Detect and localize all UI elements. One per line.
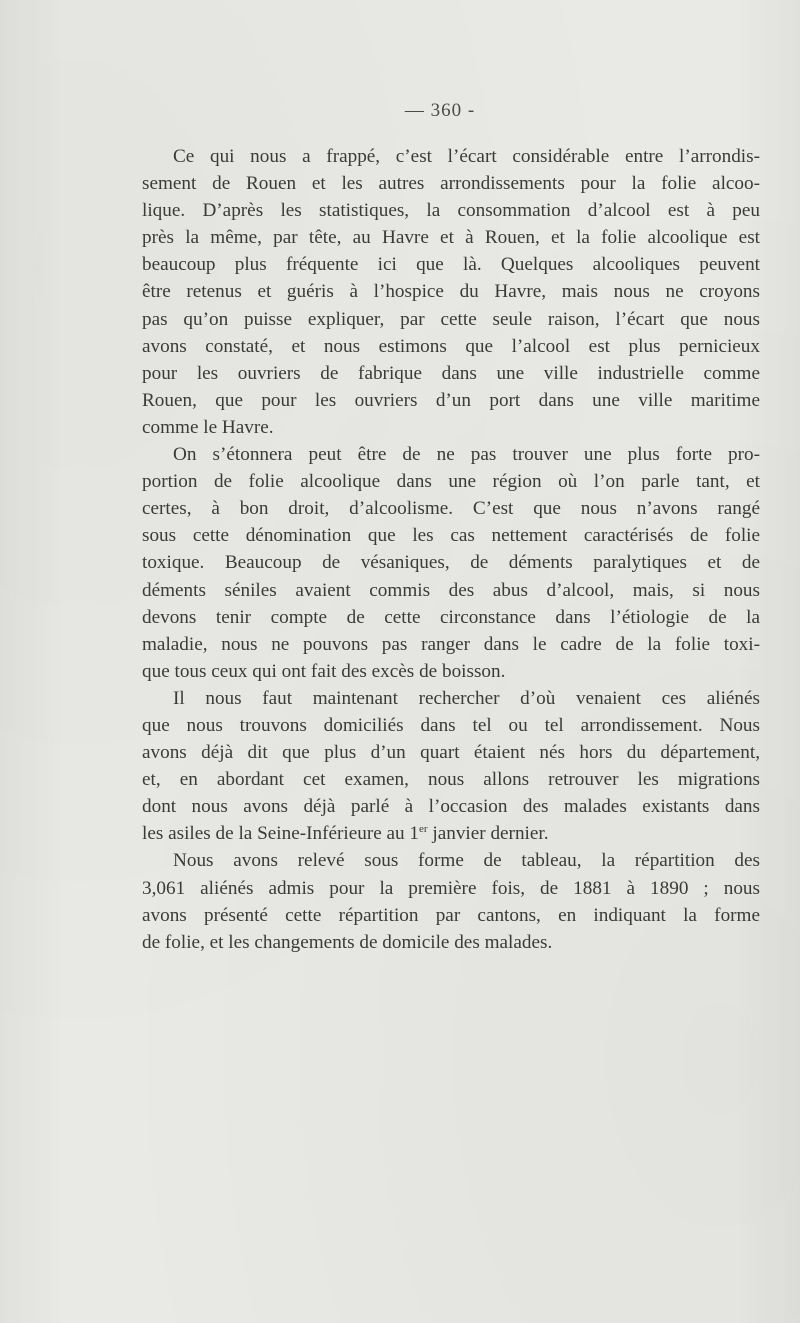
- page-number: — 360 -: [404, 100, 476, 121]
- text-line: que tous ceux qui ont fait des excès de boisson.: [142, 660, 506, 682]
- text-line: sement de Rouen et les autres arrondissements pour la folie alcoo-: [142, 173, 760, 195]
- text-before-superscript: les asiles de la Seine-Inférieure au 1: [142, 823, 420, 845]
- paragraph-3: [142, 685, 760, 848]
- text-line: maladie, nous ne pouvons pas ranger dans le cadre de la folie toxi-: [142, 633, 760, 655]
- text-line: Rouen, que pour les ouvriers d’un port dans une ville maritime: [142, 389, 760, 411]
- text-line: comme le Havre.: [142, 416, 274, 438]
- text-line: Ce qui nous a frappé, c’est l’écart considérable entre l’arrondis-: [173, 146, 760, 167]
- text-line: déments séniles avaient commis des abus d’alcool, mais, si nous: [142, 579, 760, 601]
- text-line: avons constaté, et nous estimons que l’alcool est plus pernicieux: [142, 335, 760, 357]
- text-line-with-superscript: [142, 820, 760, 847]
- text-line: être retenus et guéris à l’hospice du Havre, mais nous ne croyons: [142, 281, 760, 303]
- text-line: certes, à bon droit, d’alcoolisme. C’est que nous n’avons rangé: [142, 498, 760, 520]
- text-line: sous cette dénomination que les cas nettement caractérisés de folie: [142, 525, 760, 547]
- text-line: avons présenté cette répartition par cantons, en indiquant la forme: [142, 904, 760, 926]
- text-line: de folie, et les changements de domicile des malades.: [142, 931, 553, 953]
- text-line: lique. D’après les statistiques, la consommation d’alcool est à peu: [142, 200, 760, 222]
- text-line: avons déjà dit que plus d’un quart étaient nés hors du département,: [142, 742, 760, 764]
- text-line: toxique. Beaucoup de vésaniques, de déments paralytiques et de: [142, 552, 760, 574]
- text-line: pas qu’on puisse expliquer, par cette seule raison, l’écart que nous: [142, 308, 760, 330]
- text-line: Il nous faut maintenant rechercher d’où venaient ces aliénés: [173, 687, 760, 709]
- text-line: On s’étonnera peut être de ne pas trouver une plus forte pro-: [173, 444, 760, 466]
- text-line: et, en abordant cet examen, nous allons retrouver les migrations: [142, 769, 760, 791]
- text-line: devons tenir compte de cette circonstance dans l’étiologie de la: [142, 606, 760, 628]
- text-line: Nous avons relevé sous forme de tableau, la répartition des: [173, 850, 760, 872]
- text-line: que nous trouvons domiciliés dans tel ou tel arrondissement. Nous: [142, 714, 760, 736]
- body-text: [142, 143, 760, 956]
- text-line: portion de folie alcoolique dans une région où l’on parle tant, et: [142, 471, 760, 493]
- text-line: dont nous avons déjà parlé à l’occasion des malades existants dans: [142, 796, 760, 818]
- text-after-superscript: janvier dernier.: [427, 823, 549, 845]
- text-line: 3,061 aliénés admis pour la première fois, de 1881 à 1890 ; nous: [142, 877, 760, 899]
- text-line: beaucoup plus fréquente ici que là. Quelques alcooliques peuvent: [142, 254, 760, 276]
- paragraph-2: [142, 441, 760, 685]
- paragraph-1: [142, 143, 760, 441]
- text-line: près la même, par tête, au Havre et à Rouen, et la folie alcoolique est: [142, 227, 760, 249]
- paragraph-4: [142, 847, 760, 955]
- text-line: pour les ouvriers de fabrique dans une ville industrielle comme: [142, 362, 760, 384]
- ordinal-superscript: er: [419, 823, 428, 836]
